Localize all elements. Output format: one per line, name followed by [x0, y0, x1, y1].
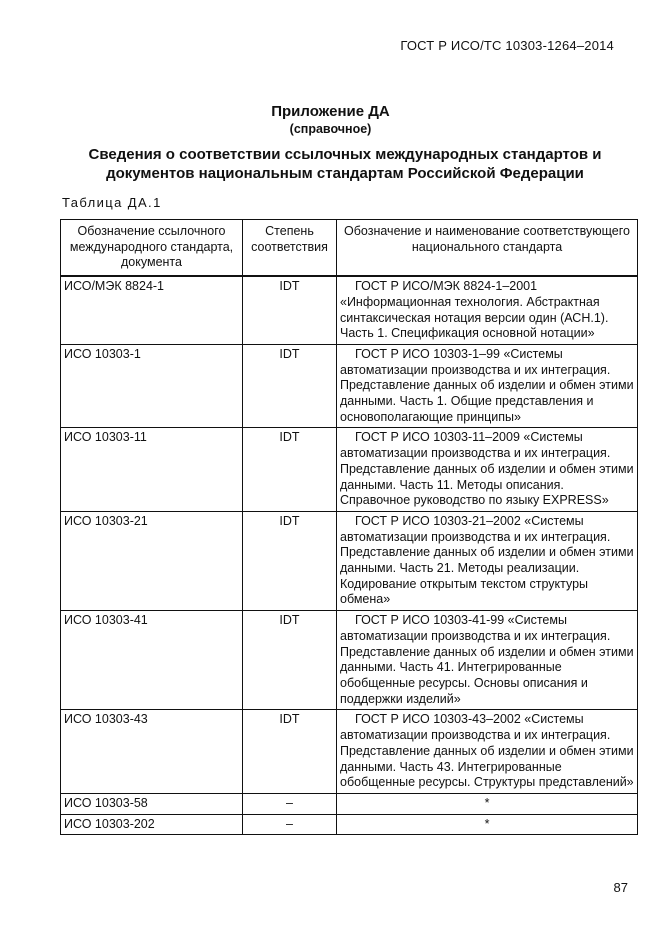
- national-standard: ГОСТ Р ИСО 10303-41-99 «Системы автоматизации производства и их интеграция. Представление данных об изделии и обмен этими данными. Часть 41. Интегрированные обобщенные ресурсы. Основы описания и поддержки изделий»: [337, 611, 638, 710]
- table-label: Таблица ДА.1: [62, 195, 162, 210]
- national-standard: ГОСТ Р ИСО 10303-43–2002 «Системы автоматизации производства и их интеграция. Представление данных об изделии и обмен этими данными. Часть 43. Интегрированные обобщенные ресурсы. Структуры представлений»: [337, 710, 638, 794]
- table-row: [61, 276, 638, 344]
- table-row: [61, 344, 638, 428]
- table-row: [61, 814, 638, 835]
- international-standard: ИСО 10303-43: [61, 710, 243, 794]
- national-standard: ГОСТ Р ИСО 10303-1–99 «Системы автоматизации производства и их интеграция. Представление данных об изделии и обмен этими данными. Часть 1. Общие представления и основополагающие принципы»: [337, 344, 638, 428]
- table-row: [61, 428, 638, 512]
- international-standard: ИСО/МЭК 8824-1: [61, 276, 243, 344]
- page-number: 87: [613, 880, 628, 895]
- international-standard: ИСО 10303-11: [61, 428, 243, 512]
- national-standard: *: [337, 814, 638, 835]
- section-heading-line-1: Сведения о соответствии ссылочных международных стандартов и: [88, 146, 602, 163]
- table-row: [61, 793, 638, 814]
- degree-of-correspondence: IDT: [243, 511, 337, 610]
- degree-of-correspondence: IDT: [243, 611, 337, 710]
- column-header-international: Обозначение ссылочного международного стандарта, документа: [61, 220, 243, 277]
- table-row: [61, 611, 638, 710]
- column-header-national: Обозначение и наименование соответствующего национального стандарта: [337, 220, 638, 277]
- table-row: [61, 710, 638, 794]
- degree-of-correspondence: –: [243, 793, 337, 814]
- section-heading: [0, 145, 661, 183]
- degree-of-correspondence: IDT: [243, 710, 337, 794]
- degree-of-correspondence: IDT: [243, 428, 337, 512]
- annex-subtitle: (справочное): [289, 122, 372, 136]
- degree-of-correspondence: IDT: [243, 276, 337, 344]
- column-header-degree: Степень соответствия: [243, 220, 337, 277]
- degree-of-correspondence: IDT: [243, 344, 337, 428]
- international-standard: ИСО 10303-58: [61, 793, 243, 814]
- national-standard: *: [337, 793, 638, 814]
- national-standard: ГОСТ Р ИСО 10303-11–2009 «Системы автоматизации производства и их интеграция. Представление данных об изделии и обмен этими данными. Часть 11. Методы описания. Справочное руководство по языку EXPRESS»: [337, 428, 638, 512]
- international-standard: ИСО 10303-1: [61, 344, 243, 428]
- section-heading-line-2: документов национальным стандартам Российской Федерации: [106, 165, 584, 182]
- table-header-row: [61, 220, 638, 277]
- annex-title: Приложение ДА: [271, 103, 390, 120]
- table-row: [61, 511, 638, 610]
- degree-of-correspondence: –: [243, 814, 337, 835]
- national-standard: ГОСТ Р ИСО/МЭК 8824-1–2001 «Информационная технология. Абстрактная синтаксическая нотация версии один (АСН.1). Часть 1. Спецификация основной нотации»: [337, 276, 638, 344]
- national-standard: ГОСТ Р ИСО 10303-21–2002 «Системы автоматизации производства и их интеграция. Представление данных об изделии и обмен этими данными. Часть 21. Методы реализации. Кодирование открытым текстом структуры обмена»: [337, 511, 638, 610]
- international-standard: ИСО 10303-21: [61, 511, 243, 610]
- correspondence-table: [60, 219, 638, 835]
- international-standard: ИСО 10303-202: [61, 814, 243, 835]
- document-code: ГОСТ Р ИСО/ТС 10303-1264–2014: [400, 38, 614, 53]
- international-standard: ИСО 10303-41: [61, 611, 243, 710]
